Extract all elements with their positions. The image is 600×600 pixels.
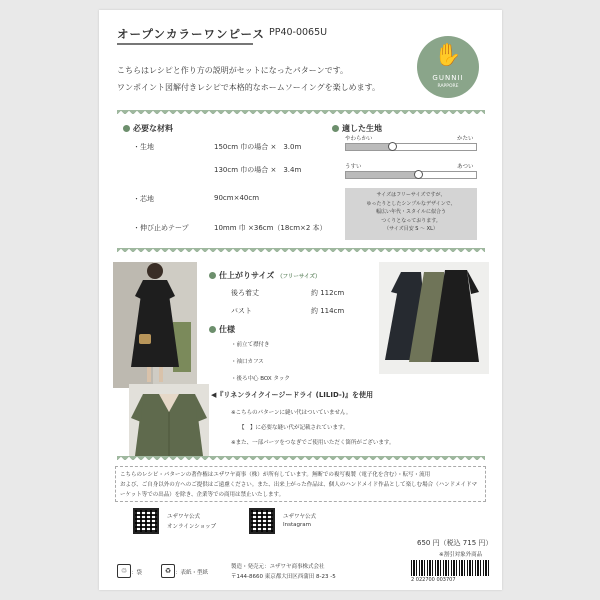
size-note-box [345, 188, 477, 240]
barcode [411, 560, 491, 576]
copyright-line-1: こちらのレシピ・パターンの著作権はユザワヤ商事（株）が所有しています。無断での複写複製（電子化を含む）・転写・流用 [120, 472, 431, 478]
price: 650 円（税込 715 円） [417, 539, 493, 547]
thickness-left-label: うすい [345, 164, 362, 170]
thickness-fill [346, 172, 418, 178]
note-2: 【 】に必要な縫い代が記載されています。 [239, 425, 349, 431]
spec-item-2: ・袖口カフス [231, 359, 264, 365]
softness-marker [388, 142, 397, 151]
size-heading: 仕上がりサイズ （フリーサイズ） [209, 270, 321, 281]
softness-right-label: かたい [457, 136, 474, 142]
thickness-right-label: あつい [457, 164, 474, 170]
recycle-paper-label: ：表紙・型紙 [175, 570, 209, 576]
triangle-divider-1 [117, 110, 485, 114]
hand-logo-icon: ✋ [434, 43, 462, 68]
maker-address: 〒144-8660 東京都大田区西蒲田 8-23 -5 [231, 574, 336, 580]
model-photo [113, 262, 197, 388]
softness-fill [346, 144, 392, 150]
size-note-2: ゆったりとしたシンプルなデザインで、 [366, 200, 456, 207]
softness-left-label: やわらかい [345, 136, 373, 142]
instagram-label-1: ユザワヤ公式 [283, 514, 317, 520]
tape-value: 10mm 巾 ×36cm（18cm×2 本） [214, 224, 327, 232]
copyright-line-2: および、ご自身以外の方へのご提供はご遠慮ください。また、出来上がった作品は、個人のハンドメイド作品として楽しむ場合（ハンドメイドマ [120, 482, 477, 488]
materials-heading: 必要な材料 [123, 123, 173, 134]
product-code: PP40-0065U [269, 27, 328, 38]
tape-label: ・伸び止めテープ [133, 224, 189, 232]
barcode-number: 2 022700 003707 [411, 577, 456, 583]
bullet-icon [332, 125, 339, 132]
interfacing-label: ・芯地 [133, 195, 154, 203]
note-1: ※こちらのパターンに縫い代はついていません。 [231, 410, 352, 416]
bullet-icon [209, 272, 216, 279]
size-note-5: （サイズ目安 S ～ XL） [384, 226, 438, 232]
online-shop-qr-code[interactable] [133, 508, 159, 534]
copyright-box [115, 466, 486, 502]
online-shop-label-1: ユザワヤ公式 [167, 514, 201, 520]
instagram-qr-code[interactable] [249, 508, 275, 534]
spec-item-3: ・後ろ中心 BOX タック [231, 376, 290, 382]
maker-name: 製造・発売元：ユザワヤ商事株式会社 [231, 564, 325, 570]
softness-scale [345, 143, 477, 151]
size-note-1: サイズはフリーサイズですが、 [376, 192, 446, 198]
intro-line-2: ワンポイント図解付きレシピで本格的なホームソーイングを楽しめます。 [117, 83, 380, 92]
note-3: ※また、一部パーツをつなぎでご使用いただく箇所がございます。 [231, 440, 395, 446]
recycle-plastic-icon: ♲ [117, 564, 131, 578]
spec-heading: 仕様 [209, 324, 235, 335]
size-note-3: 幅広い年代・スタイルに似合う [376, 209, 446, 215]
logo-name: GUNNII [432, 74, 464, 82]
bust-label: バスト [231, 307, 252, 315]
bullet-icon [209, 326, 216, 333]
bullet-icon [123, 125, 130, 132]
instagram-label-2: Instagram [283, 522, 311, 528]
triangle-divider-2 [117, 248, 485, 252]
copyright-line-3: ーケット等での出品）を除き、企業等での商用は禁止いたします。 [120, 492, 285, 498]
bust-value: 約 114cm [311, 307, 345, 315]
length-label: 後ろ着丈 [231, 289, 259, 297]
fabric-label: ・生地 [133, 143, 154, 151]
product-title: オープンカラーワンピース [117, 27, 265, 41]
fabric-row-2: 130cm 巾の場合 × 3.4m [214, 166, 302, 174]
fabric-sample-photo [129, 384, 209, 456]
fabric-used-label: ◀『リネンライクイージードライ (LILID-)』を使用 [211, 391, 374, 399]
free-size-label: （フリーサイズ） [277, 274, 321, 280]
thickness-marker [414, 170, 423, 179]
fabric-row-1: 150cm 巾の場合 × 3.0m [214, 143, 302, 151]
price-note: ※割引対象外商品 [439, 552, 483, 558]
logo-sub: RAPPORE [437, 84, 459, 89]
title-underline [117, 43, 253, 45]
recycle-paper-icon: ♻ [161, 564, 175, 578]
size-note-4: つくりとなっております。 [381, 217, 441, 224]
suitable-heading: 適した生地 [332, 123, 382, 134]
pattern-sheet [99, 10, 502, 590]
brand-logo [417, 36, 479, 98]
triangle-divider-3 [117, 456, 485, 460]
recycle-plastic-label: ：袋 [131, 570, 143, 576]
thickness-scale [345, 171, 477, 179]
length-value: 約 112cm [311, 289, 345, 297]
spec-item-1: ・前立て襟付き [231, 342, 270, 348]
dresses-photo [379, 262, 489, 374]
interfacing-value: 90cm×40cm [214, 194, 260, 202]
online-shop-label-2: オンラインショップ [167, 524, 217, 530]
intro-line-1: こちらはレシピと作り方の説明がセットになったパターンです。 [117, 66, 348, 75]
